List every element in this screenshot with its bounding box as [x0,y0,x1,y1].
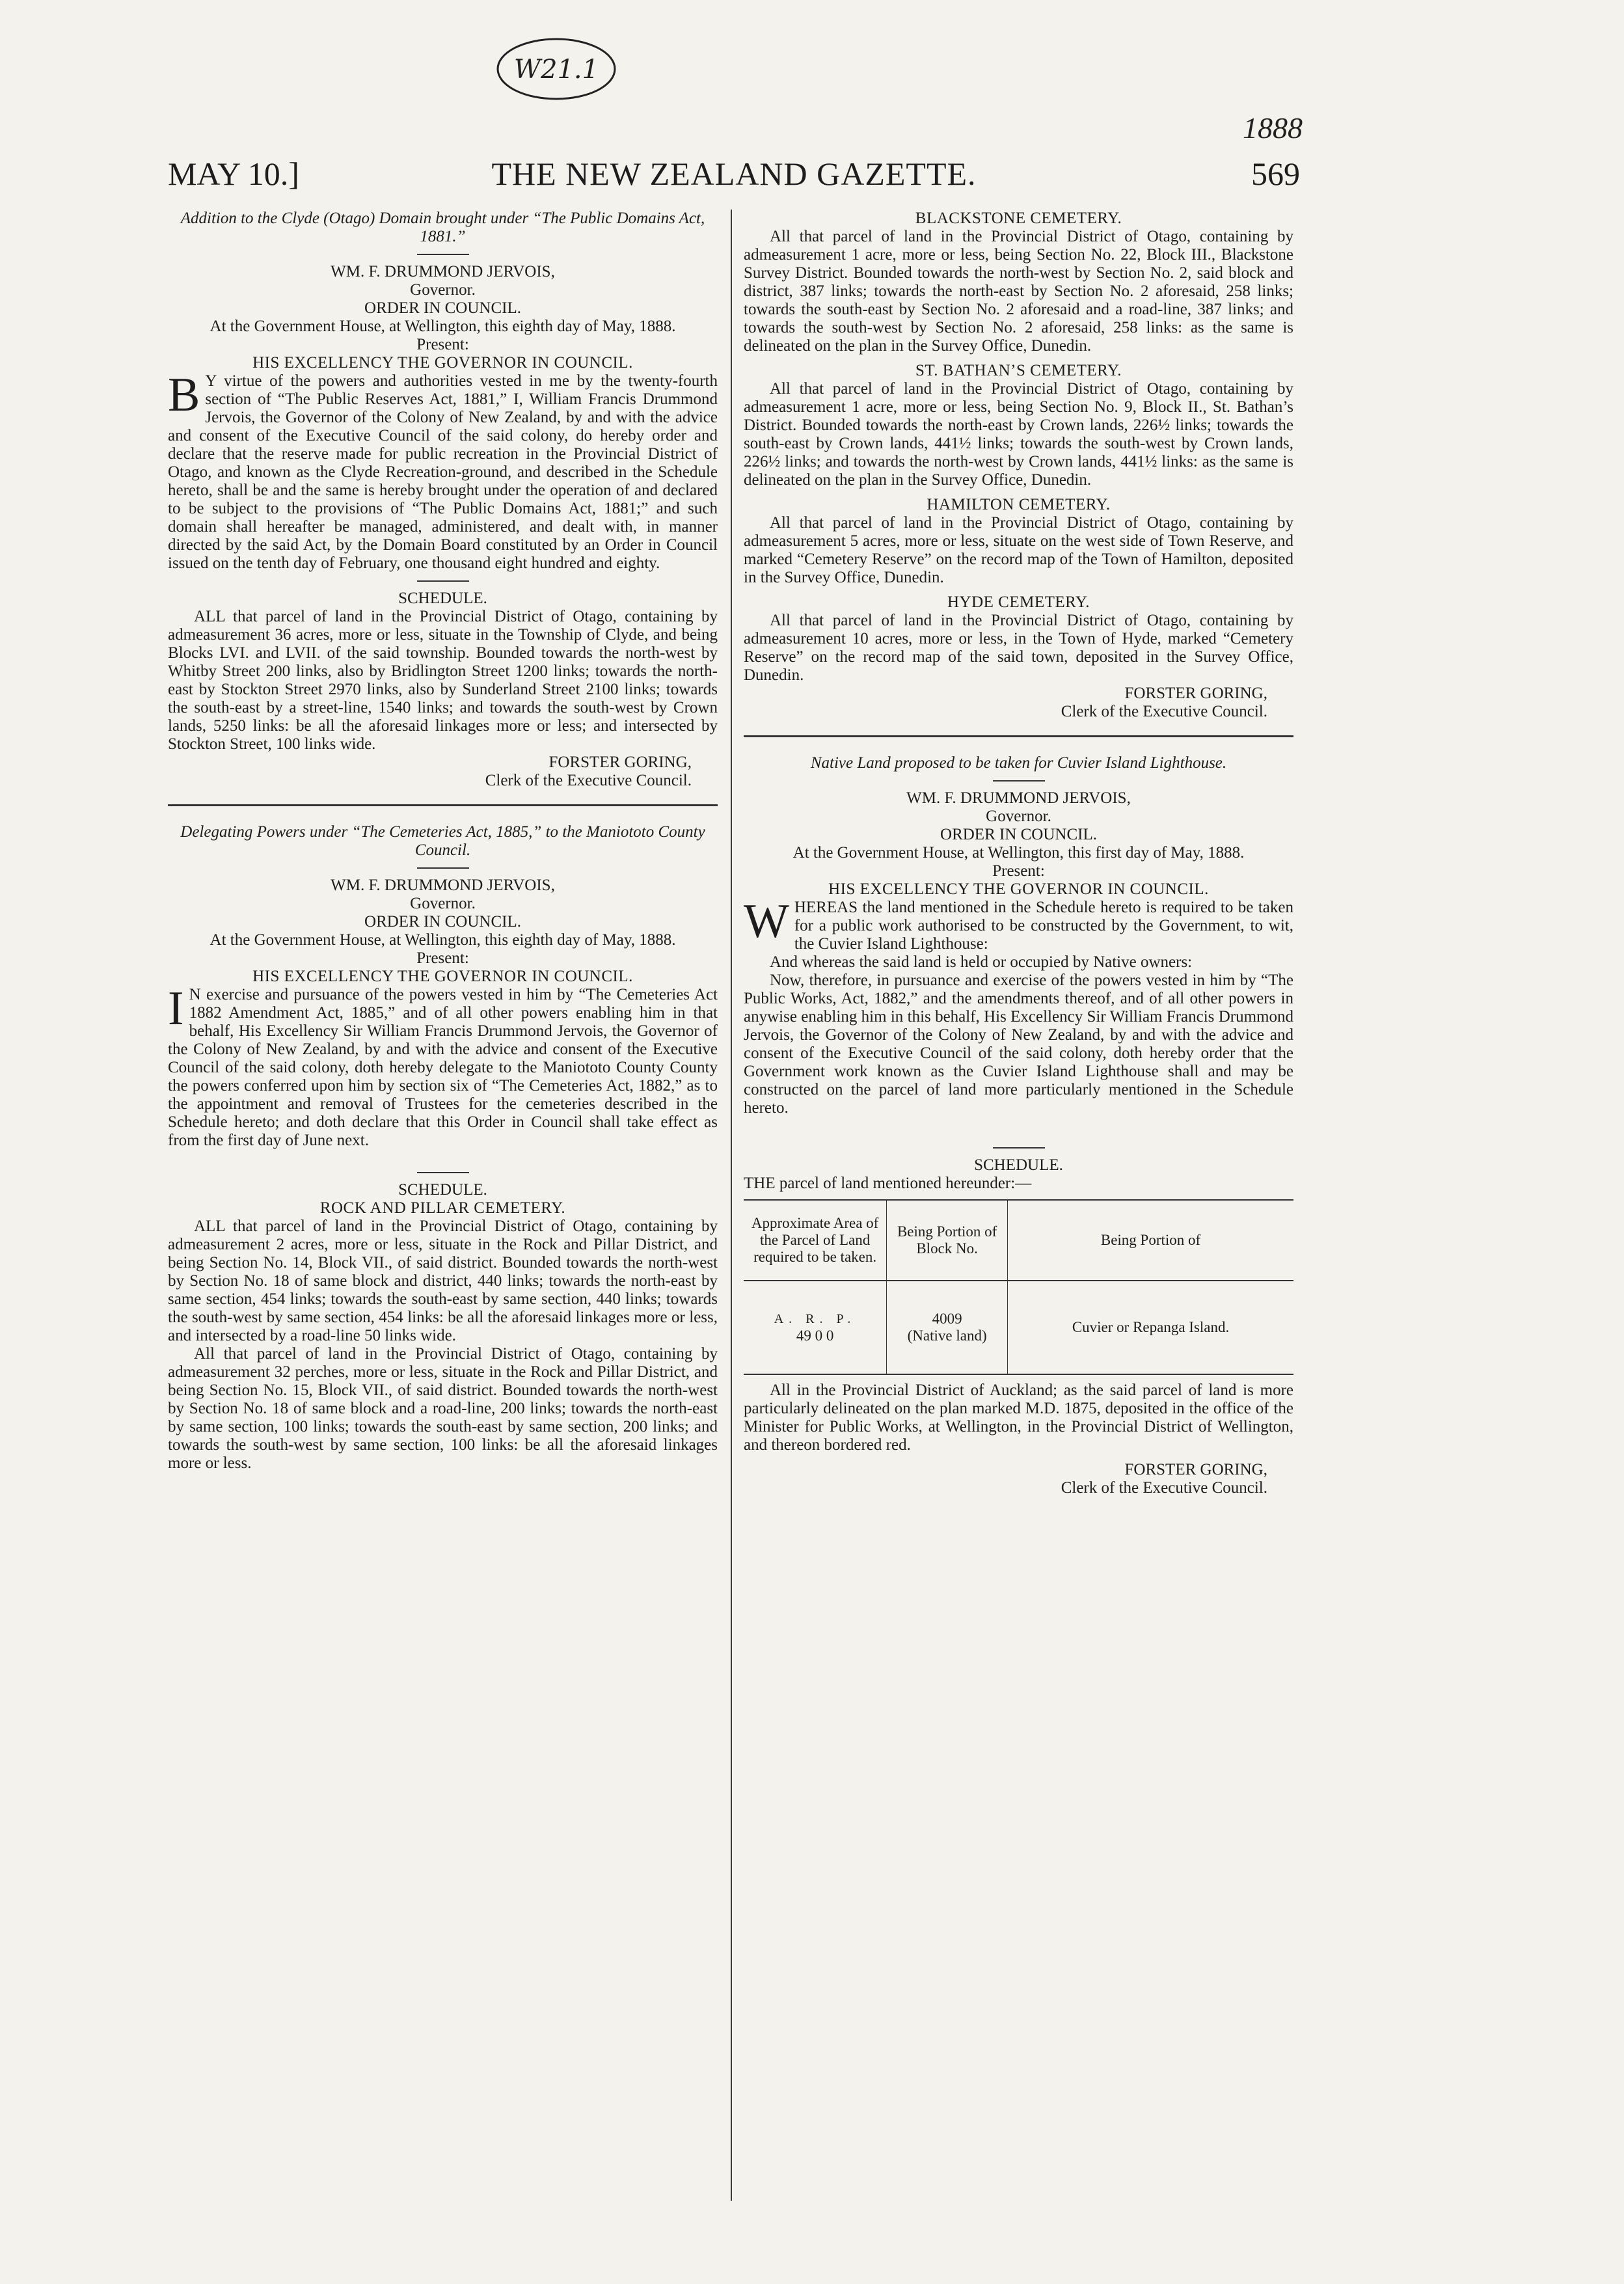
cemetery-heading: ST. BATHAN’S CEMETERY. [915,362,1122,379]
governor-title: Governor. [410,281,476,299]
cemetery-heading: HYDE CEMETERY. [947,593,1090,611]
table-row [744,1281,1293,1374]
drop-cap: B [168,368,200,422]
order-in-council: ORDER IN COUNCIL. [364,299,521,317]
page-number: 569 [1251,156,1300,192]
column-header: Being Portion of [1008,1200,1293,1281]
governor-name: WM. F. DRUMMOND JERVOIS, [331,877,555,894]
order-text: Now, therefore, in pursuance and exercise of the powers vested in him by “The Public Works, Act, 1882,” and the amendments thereof, and of all other powers in anywise enabling him in this behalf, His Excellency Sir William Francis Drummond Jervois, the Governor of the Colony of New Zealand, by and with the advice and consent of the Executive Council of the said colony, doth hereby order that the Government work known as the Cuvier Island Lighthouse shall and may be constructed on the parcel of land more particularly mentioned in the Schedule hereto. [744,972,1293,1117]
schedule-text: All that parcel of land in the Provincial District of Otago, containing by admeasurement 32 perches, more or less, situate in the Rock and Pillar District, and being Section No. 15, Block VII., of said district. Bounded towards the north-west by Section No. 18 of same block and a road-line, 200 links; towards the north-east by same section, 100 links; towards the south-east by same section, 200 links; and towards the south-west by same section, 100 links: be all the aforesaid linkages more or less. [168,1345,718,1472]
cemetery-heading: ROCK AND PILLAR CEMETERY. [319,1199,566,1217]
archive-stamp [494,34,618,104]
archive-year-note: 1888 [1243,111,1303,144]
present-label: Present: [416,949,469,967]
present-label: Present: [416,336,469,353]
clerk-name: FORSTER GORING, [1124,1461,1267,1478]
short-rule [417,254,469,255]
section-rule [744,735,1293,737]
order-in-council: ORDER IN COUNCIL. [364,913,521,931]
short-rule [417,867,469,869]
maniototo-cemeteries-notice [168,823,718,1473]
column-header: Being Portion of Block No. [887,1200,1008,1281]
right-column [744,210,1293,1497]
cemetery-heading: HAMILTON CEMETERY. [927,496,1111,513]
closing-text: All in the Provincial District of Auckland; as the said parcel of land is more particularly delineated on the plan marked M.D. 1875, deposited in the office of the Minister for Public Works, at Wellington, in the Provincial District of Wellington, and thereon bordered red. [744,1381,1293,1454]
short-rule [993,780,1045,782]
drop-cap: I [168,982,184,1035]
gazette-title: THE NEW ZEALAND GAZETTE. [491,156,977,192]
order-text: HEREAS the land mentioned in the Schedule hereto is required to be taken for a public work authorised to be constructed by the Government, to wit, the Cuvier Island Lighthouse: [794,899,1293,953]
section-rule [168,804,718,806]
area-cell [744,1281,887,1374]
hamilton-cemetery [744,496,1293,587]
area-units: A. R. P. [774,1312,856,1326]
column-header: Approximate Area of the Parcel of Land required to be taken. [751,1215,879,1265]
excellency-line: HIS EXCELLENCY THE GOVERNOR IN COUNCIL. [828,880,1209,898]
cemetery-text: All that parcel of land in the Provincial District of Otago, containing by admeasurement 10 acres, more or less, in the Town of Hyde, marked “Cemetery Reserve” on the record map of the said town, deposited in the Survey Office, Dunedin. [744,612,1293,684]
governor-name: WM. F. DRUMMOND JERVOIS, [906,789,1131,807]
cemetery-text: All that parcel of land in the Provincial District of Otago, containing by admeasurement 5 acres, more or less, situate on the west side of Town Reserve, and marked “Cemetery Reserve” on the record map of the Town of Hamilton, deposited in the Survey Office, Dunedin. [744,514,1293,586]
blackstone-cemetery [744,210,1293,355]
cemetery-heading: BLACKSTONE CEMETERY. [915,210,1122,227]
notice-heading: Native Land proposed to be taken for Cuvier Island Lighthouse. [810,754,1227,772]
order-body [168,982,718,1150]
issue-date: MAY 10.] [168,156,299,192]
schedule-table [744,1199,1293,1375]
place-and-date: At the Government House, at Wellington, this first day of May, 1888. [792,844,1245,862]
gazette-header [168,151,1300,197]
governor-title: Governor. [410,895,476,912]
place-and-date: At the Government House, at Wellington, this eighth day of May, 1888. [210,318,676,335]
schedule-title: SCHEDULE. [974,1156,1063,1174]
clyde-domain-notice [168,210,718,790]
notice-heading: Addition to the Clyde (Otago) Domain brought under “The Public Domains Act, 1881.” [180,210,705,245]
governor-title: Governor. [986,808,1051,825]
order-body [168,368,718,573]
clerk-title: Clerk of the Executive Council. [1061,1479,1267,1497]
order-text: N exercise and pursuance of the powers vested in him by “The Cemeteries Act 1882 Amendment Act, 1885,” and of all other powers enabling him in that behalf, His Excellency Sir William Francis Drummond Jervois, the Governor of the Colony of New Zealand, by and with the advice and consent of the Executive Council of the said colony, doth hereby delegate to the Maniototo County County the powers conferred upon him by section six of “The Cemeteries Act, 1882,” as to the appointment and removal of Trustees for the cemeteries described in the Schedule hereto; and doth declare that this Order in Council shall take effect as from the first day of June next. [168,986,718,1149]
block-note: (Native land) [907,1327,987,1344]
clerk-name: FORSTER GORING, [1124,685,1267,702]
table-header-row [744,1200,1293,1281]
clerk-title: Clerk of the Executive Council. [485,772,692,789]
order-body [744,895,1293,953]
short-rule [417,580,469,582]
clerk-name: FORSTER GORING, [548,754,692,771]
short-rule [417,1172,469,1173]
archive-stamp-text: W21.1 [513,55,599,85]
order-text: Y virtue of the powers and authorities vested in me by the twenty-fourth section of “The Public Reserves Act, 1881,” I, William Francis Drummond Jervois, the Governor of the Colony of New Zealand, by and with the advice and consent of the Executive Council of the said colony, do hereby order and declare that the reserve made for public recreation in the Provincial District of Otago, and known as the Clyde Recreation-ground, and described in the Schedule hereto, shall be and the same is hereby brought under the operation of and declared to be subject to the provisions of “The Public Domains Act, 1881;” and such domain shall hereafter be managed, administered, and dealt with, in manner directed by the said Act, by the Domain Board constituted by an Order in Council issued on the tenth day of February, one thousand eight hundred and eighty. [168,372,718,572]
schedule-title: SCHEDULE. [398,1181,487,1199]
portion-cell: Cuvier or Repanga Island. [1008,1281,1293,1374]
st-bathans-cemetery [744,362,1293,489]
notice-heading: Delegating Powers under “The Cemeteries Act, 1885,” to the Maniototo County Council. [180,823,705,859]
order-in-council: ORDER IN COUNCIL. [940,826,1097,843]
schedule-text: ALL that parcel of land in the Provincial District of Otago, containing by admeasurement 2 acres, more or less, situate in the Rock and Pillar District, and being Section No. 14, Block VII., of said district. Bounded towards the north-west by Section No. 18 of same block and district, 440 links; towards the north-east by same section, 454 links; towards the south-east by same section, 440 links; towards the south-west by same section, 454 links: be all the aforesaid linkages more or less, and intersected by a road-line 50 links wide. [168,1217,718,1344]
drop-cap: W [744,895,789,948]
hyde-cemetery [744,593,1293,685]
left-column [168,210,718,1473]
area-value: 49 0 0 [796,1327,834,1344]
excellency-line: HIS EXCELLENCY THE GOVERNOR IN COUNCIL. [252,354,633,372]
governor-name: WM. F. DRUMMOND JERVOIS, [331,263,555,280]
order-text: And whereas the said land is held or occupied by Native owners: [770,953,1193,971]
cemetery-text: All that parcel of land in the Provincial District of Otago, containing by admeasurement 1 acre, more or less, being Section No. 22, Block III., Blackstone Survey District. Bounded towards the north-west by Section No. 2, said block and district, 387 links; towards the north-east by Section No. 2 aforesaid, 258 links; towards the south-east by Section No. 2 aforesaid and a road-line, 387 links; and towards the south-west by Section No. 2 aforesaid, 258 links: as the same is delineated on the plan in the Survey Office, Dunedin. [744,228,1293,355]
schedule-text: ALL that parcel of land in the Provincial District of Otago, containing by admeasurement 36 acres, more or less, situate in the Township of Clyde, and being Blocks LVI. and LVII. of the said township. Bounded towards the north-west by Whitby Street 200 links, also by Bridlington Street 1200 links; towards the north-east by Stockton Street 2970 links, also by Sunderland Street 2100 links; towards the south-east by a street-line, 1540 links; and towards the south-west by Crown lands, 5250 links: be all the aforesaid linkages more or less; and intersected by Stockton Street, 100 links wide. [168,608,718,753]
schedule-title: SCHEDULE. [398,590,487,607]
place-and-date: At the Government House, at Wellington, this eighth day of May, 1888. [210,931,676,949]
short-rule [993,1147,1045,1149]
schedule-intro: THE parcel of land mentioned hereunder:— [744,1175,1032,1192]
block-number: 4009 [932,1311,962,1327]
excellency-line: HIS EXCELLENCY THE GOVERNOR IN COUNCIL. [252,968,633,985]
present-label: Present: [992,862,1045,880]
block-cell [887,1281,1008,1374]
cuvier-island-notice [744,754,1293,1497]
column-divider [731,210,732,2201]
clerk-title: Clerk of the Executive Council. [1061,703,1267,720]
cemetery-text: All that parcel of land in the Provincial District of Otago, containing by admeasurement 1 acre, more or less, being Section No. 9, Block II., St. Bathan’s District. Bounded towards the north-east by Crown lands, 226½ links; towards the south-east by Crown lands, 441½ links; towards the south-west by Crown lands, 226½ links; and towards the north-west by Crown lands, 441½ links: as the same is delineated on the plan in the Survey Office, Dunedin. [744,380,1293,489]
